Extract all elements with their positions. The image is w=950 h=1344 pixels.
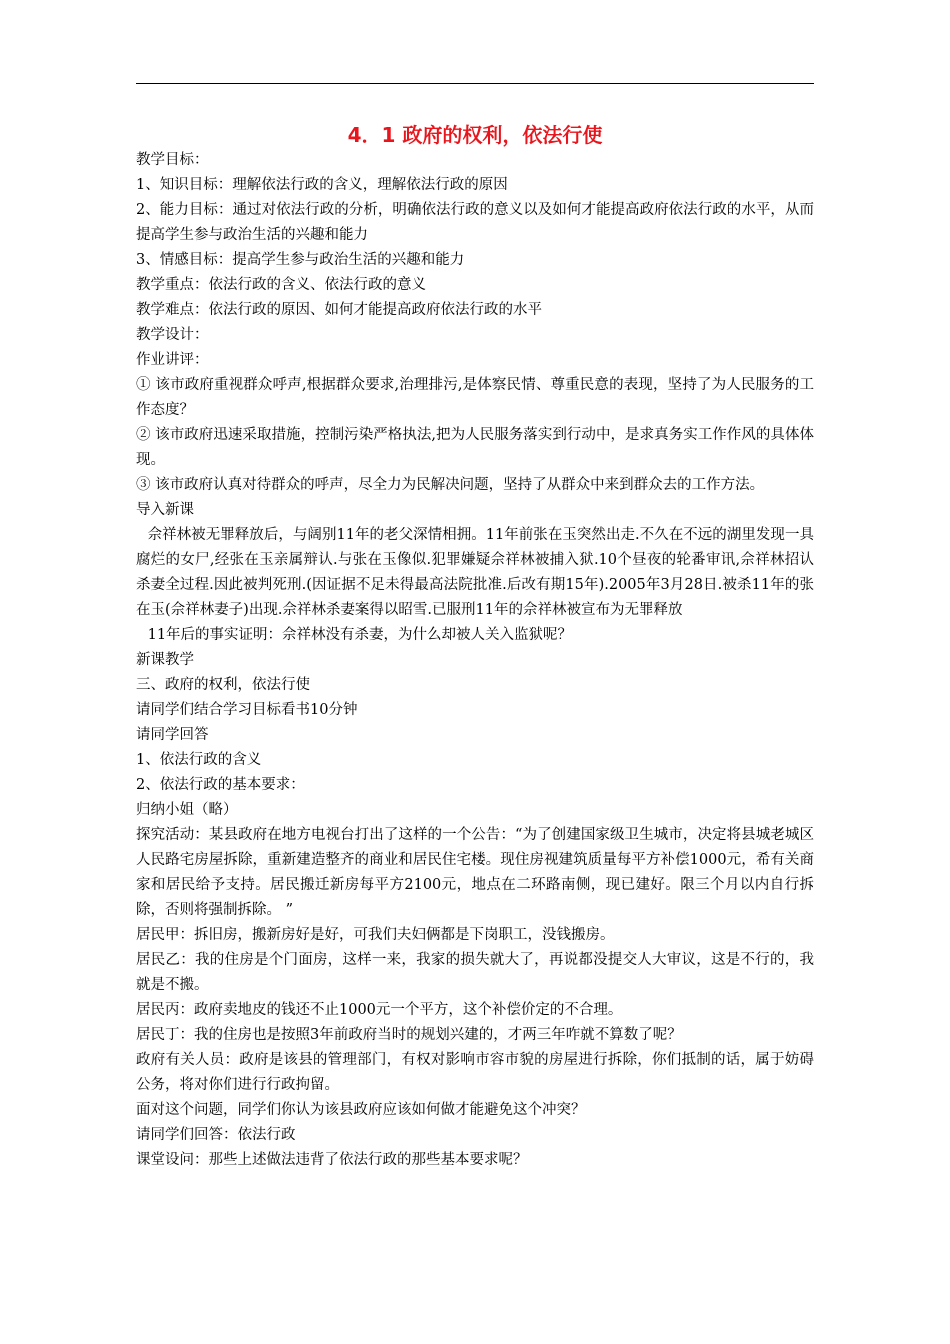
paragraph-case-question: 11年后的事实证明：佘祥林没有杀妻，为什么却被人关入监狱呢？ (147, 627, 573, 643)
paragraph-homework-2: ② 该市政府迅速采取措施，控制污染严格执法,把为人民服务落实到行动中，是求真务实工作作风的具体体现。 (136, 427, 814, 468)
paragraph-intro-heading: 导入新课 (136, 502, 194, 518)
paragraph-reading-instruction: 请同学们结合学习目标看书10分钟 (136, 702, 358, 718)
paragraph-meaning: 1、依法行政的含义 (136, 752, 262, 768)
paragraph-exploration: 探究活动：某县政府在地方电视台打出了这样的一个公告：“为了创建国家级卫生城市，决定将县城老城区人民路宅房屋拆除，重新建造整齐的商业和居民住宅楼。现住房视建筑质量每平方补偿1000元，希有关商家和居民给予支持。居民搬迁新房每平方2100元，地点在二环路南侧，现已建好。限三个月以内自行拆除，否则将强制拆除。 ” (136, 827, 814, 918)
paragraph-class-question: 课堂设问：那些上述做法违背了依法行政的那些基本要求呢？ (136, 1152, 528, 1168)
paragraph-government-staff: 政府有关人员：政府是该县的管理部门，有权对影响市容市貌的房屋进行拆除，你们抵制的话，属于妨碍公务，将对你们进行行政拘留。 (136, 1052, 814, 1093)
paragraph-resident-a: 居民甲：拆旧房，搬新房好是好，可我们夫妇俩都是下岗职工，没钱搬房。 (136, 927, 615, 943)
paragraph-resident-b: 居民乙：我的住房是个门面房，这样一来，我家的损失就大了，再说都没提交人大审议，这是不行的，我就是不搬。 (136, 952, 814, 993)
paragraph-homework-3: ③ 该市政府认真对待群众的呼声，尽全力为民解决问题，坚持了从群众中来到群众去的工作方法。 (136, 477, 765, 493)
paragraph-resident-c: 居民丙：政府卖地皮的钱还不止1000元一个平方，这个补偿价定的不合理。 (136, 1002, 623, 1018)
paragraph-knowledge-goal: 1、知识目标：理解依法行政的含义，理解依法行政的原因 (136, 177, 508, 193)
document-body (136, 148, 814, 1173)
paragraph-student-answer: 请同学们回答：依法行政 (136, 1127, 296, 1143)
paragraph-discussion-question: 面对这个问题，同学们你认为该县政府应该如何做才能避免这个冲突？ (136, 1102, 586, 1118)
paragraph-difficult-points: 教学难点：依法行政的原因、如何才能提高政府依法行政的水平 (136, 302, 542, 318)
paragraph-key-points: 教学重点：依法行政的含义、依法行政的意义 (136, 277, 426, 293)
page-title: 4．1 政府的权利，依法行使 (347, 123, 603, 147)
paragraph-requirements: 2、依法行政的基本要求： (136, 777, 305, 793)
paragraph-section-three: 三、政府的权利，依法行使 (136, 677, 310, 693)
paragraph-ability-goal: 2、能力目标：通过对依法行政的分析，明确依法行政的意义以及如何才能提高政府依法行政的水平，从而提高学生参与政治生活的兴趣和能力 (136, 202, 814, 243)
paragraph-new-lesson-heading: 新课教学 (136, 652, 194, 668)
paragraph-answer-prompt: 请同学回答 (136, 727, 209, 743)
paragraph-homework-1: ① 该市政府重视群众呼声,根据群众要求,治理排污,是体察民情、尊重民意的表现，坚持了为人民服务的工作态度？ (136, 377, 814, 418)
paragraph-homework-heading: 作业讲评： (136, 352, 209, 368)
header-rule (136, 83, 814, 84)
paragraph-objectives-heading: 教学目标： (136, 152, 209, 168)
paragraph-design-heading: 教学设计： (136, 327, 209, 343)
paragraph-resident-d: 居民丁：我的住房也是按照3年前政府当时的规划兴建的，才两三年咋就不算数了呢？ (136, 1027, 682, 1043)
paragraph-emotion-goal: 3、情感目标：提高学生参与政治生活的兴趣和能力 (136, 252, 465, 268)
paragraph-summary: 归纳小姐（略） (136, 802, 238, 818)
paragraph-case-story: 佘祥林被无罪释放后，与阔别11年的老父深情相拥。11年前张在玉突然出走.不久在不远的湖里发现一具腐烂的女尸,经张在玉亲属辩认.与张在玉像似.犯罪嫌疑佘祥林被捕入狱.10个昼夜的轮番审讯,佘祥林招认杀妻全过程.因此被判死刑.(因证据不足未得最高法院批准.后改有期15年).2005年3月28日.被杀11年的张在玉(佘祥林妻子)出现.佘祥林杀妻案得以昭雪.已服刑11年的佘祥林被宣布为无罪释放 (136, 527, 814, 618)
